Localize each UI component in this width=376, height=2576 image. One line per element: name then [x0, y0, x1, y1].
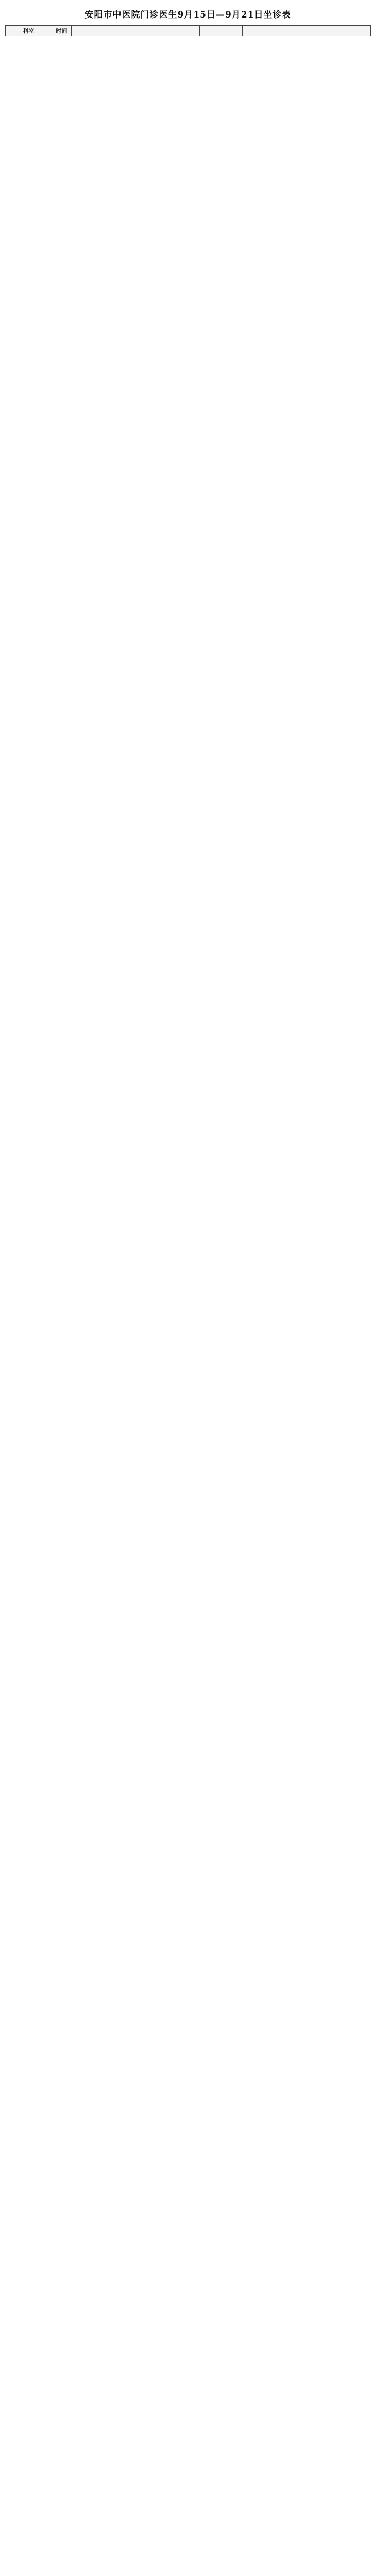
col-header — [114, 26, 157, 36]
col-header — [72, 26, 114, 36]
col-header: 科室 — [6, 26, 52, 36]
col-header — [243, 26, 285, 36]
schedule-table — [5, 25, 371, 36]
col-header — [157, 26, 200, 36]
col-header — [285, 26, 328, 36]
page-title: 安阳市中医院门诊医生9月15日—9月21日坐诊表 — [84, 10, 292, 20]
schedule-page — [5, 0, 371, 44]
header-row — [6, 26, 371, 36]
col-header — [328, 26, 371, 36]
col-header: 时间 — [52, 26, 72, 36]
col-header — [200, 26, 243, 36]
